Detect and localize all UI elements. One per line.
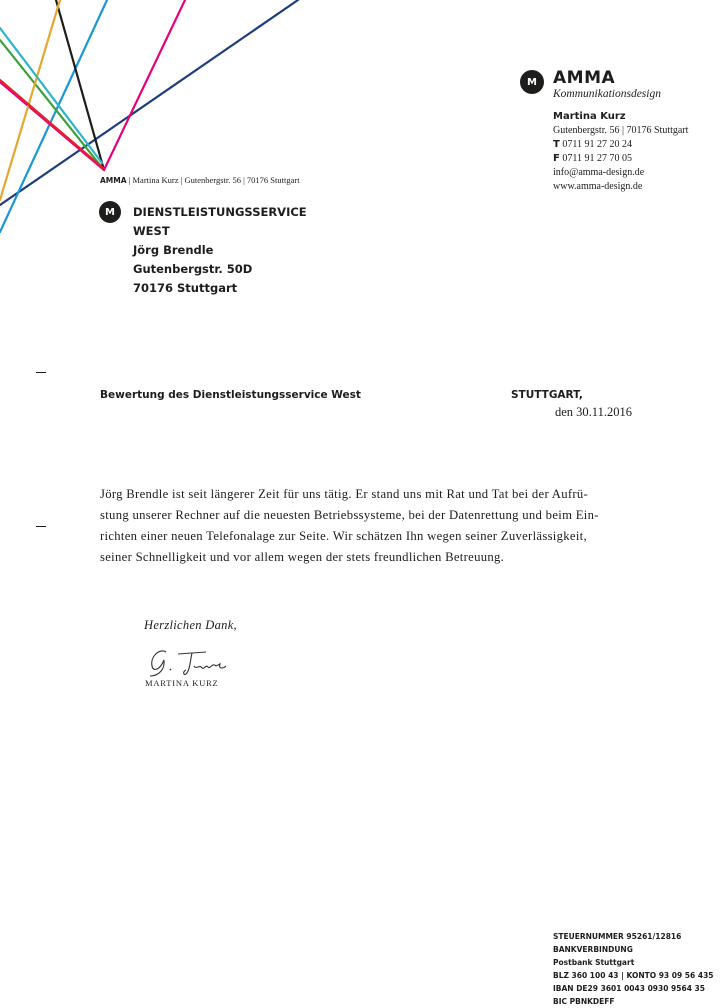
bank-name: Postbank Stuttgart [553,958,635,967]
amma-logo-icon: M [520,70,544,94]
body-line: Jörg Brendle ist seit längerer Zeit für uns tätig. Er stand uns mit Rat und Tat bei der Aufrü- [100,487,589,501]
sender-email: info@amma-design.de [553,167,645,178]
signer-name: MARTINA KURZ [145,678,219,688]
subject-line: Bewertung des Dienstleistungsservice West [100,389,361,401]
sender-contact-block [553,110,688,194]
recipient-line: Jörg Brendle [133,243,214,257]
fold-mark [36,372,46,373]
recipient-logo-icon: M [99,201,121,223]
date: den 30.11.2016 [555,405,632,419]
letter-body [100,484,675,568]
fold-mark [36,526,46,527]
closing: Herzlichen Dank, [144,618,237,632]
decorative-line [56,0,104,170]
brand-name: AMMA [553,68,616,88]
brand-tagline: Kommunikationsdesign [553,88,661,100]
recipient-line: Gutenbergstr. 50D [133,262,253,276]
sender-fax: F 0711 91 27 70 05 [553,153,632,164]
tax-number: STEUERNUMMER 95261/12816 [553,932,682,941]
handwritten-signature [146,642,228,678]
recipient-address [133,203,307,298]
place: STUTTGART, [511,389,583,401]
footer-bank-details [553,930,714,1008]
bank-bic: BIC PBNKDEFF [553,997,615,1006]
decorative-line [0,0,107,232]
sender-phone: T 0711 91 27 20 24 [553,139,632,150]
recipient-line: DIENSTLEISTUNGSSERVICE [133,205,307,219]
sender-name: Martina Kurz [553,111,626,122]
bank-heading: BANKVERBINDUNG [553,945,633,954]
decorative-line [0,80,103,168]
body-line: richten einer neuen Telefonalage zur Seite. Wir schätzen Ihn wegen seiner Zuverlässigkeit, [100,529,587,543]
return-address-text: | Martina Kurz | Gutenbergstr. 56 | 70176 Stuttgart [128,175,300,185]
sender-address: Gutenbergstr. 56 | 70176 Stuttgart [553,125,689,136]
return-address-line [100,175,300,185]
body-line: stung unserer Rechner auf die neuesten Betriebssysteme, bei der Datenrettung und beim Ein- [100,508,599,522]
body-line: seiner Schnelligkeit und vor allem wegen der stets freundlichen Betreuung. [100,550,505,564]
bank-blz-konto: BLZ 360 100 43 | KONTO 93 09 56 435 [553,971,714,980]
bank-iban: IBAN DE29 3601 0043 0930 9564 35 [553,984,705,993]
sender-website: www.amma-design.de [553,181,643,192]
return-brand: AMMA [100,176,127,185]
recipient-line: 70176 Stuttgart [133,281,238,295]
recipient-line: WEST [133,224,170,238]
